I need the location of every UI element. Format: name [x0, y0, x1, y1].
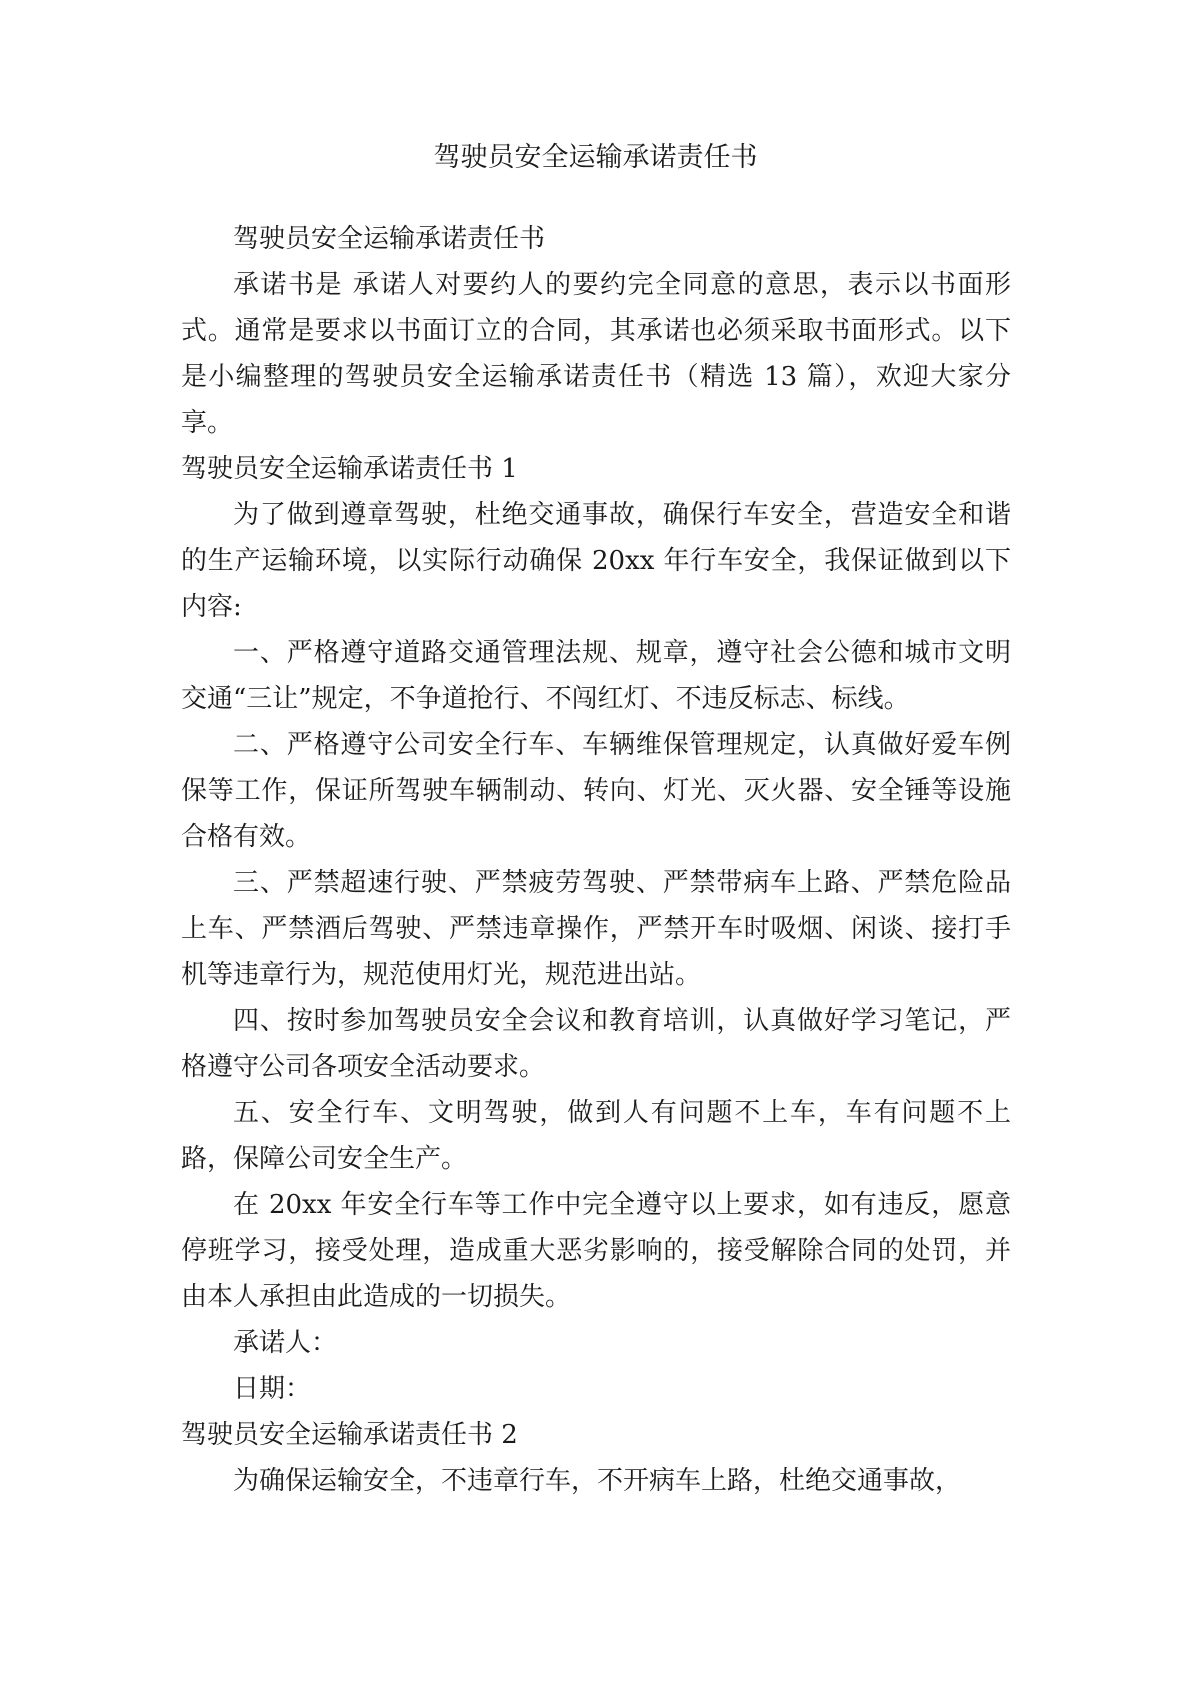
section-1-item-1: 一、严格遵守道路交通管理法规、规章，遵守社会公德和城市文明交通“三让”规定，不争道抢行、不闯红灯、不违反标志、标线。: [181, 638, 1011, 714]
document-subtitle: 驾驶员安全运输承诺责任书: [233, 224, 546, 254]
section-1-item-4: 四、按时参加驾驶员安全会议和教育培训，认真做好学习笔记，严格遵守公司各项安全活动要求。: [181, 1006, 1011, 1082]
section-1-heading: 驾驶员安全运输承诺责任书 1: [181, 454, 518, 484]
date-label: 日期：: [233, 1374, 312, 1404]
section-1-closing: 在 20xx 年安全行车等工作中完全遵守以上要求，如有违反，愿意停班学习，接受处理，造成重大恶劣影响的，接受解除合同的处罚，并由本人承担由此造成的一切损失。: [181, 1190, 1011, 1312]
signer-label: 承诺人：: [233, 1328, 338, 1358]
section-1-item-5: 五、安全行车、文明驾驶，做到人有问题不上车，车有问题不上路，保障公司安全生产。: [181, 1098, 1011, 1174]
section-2-opening: 为确保运输安全，不违章行车，不开病车上路，杜绝交通事故，: [233, 1466, 962, 1496]
section-1-opening: 为了做到遵章驾驶，杜绝交通事故，确保行车安全，营造安全和谐的生产运输环境，以实际行动确保 20xx 年行车安全，我保证做到以下内容:: [181, 500, 1011, 622]
section-2-heading: 驾驶员安全运输承诺责任书 2: [181, 1420, 518, 1450]
document-body: [181, 216, 1011, 1504]
section-1-item-2: 二、严格遵守公司安全行车、车辆维保管理规定，认真做好爱车例保等工作，保证所驾驶车辆制动、转向、灯光、灭火器、安全锤等设施合格有效。: [181, 730, 1011, 852]
document-title: 驾驶员安全运输承诺责任书: [433, 142, 758, 173]
intro-paragraph: 承诺书是 承诺人对要约人的要约完全同意的意思，表示以书面形式。通常是要求以书面订立的合同，其承诺也必须采取书面形式。以下是小编整理的驾驶员安全运输承诺责任书（精选 13 篇），欢迎大家分享。: [181, 270, 1011, 438]
section-1-item-3: 三、严禁超速行驶、严禁疲劳驾驶、严禁带病车上路、严禁危险品上车、严禁酒后驾驶、严禁违章操作，严禁开车时吸烟、闲谈、接打手机等违章行为，规范使用灯光，规范进出站。: [181, 868, 1011, 990]
